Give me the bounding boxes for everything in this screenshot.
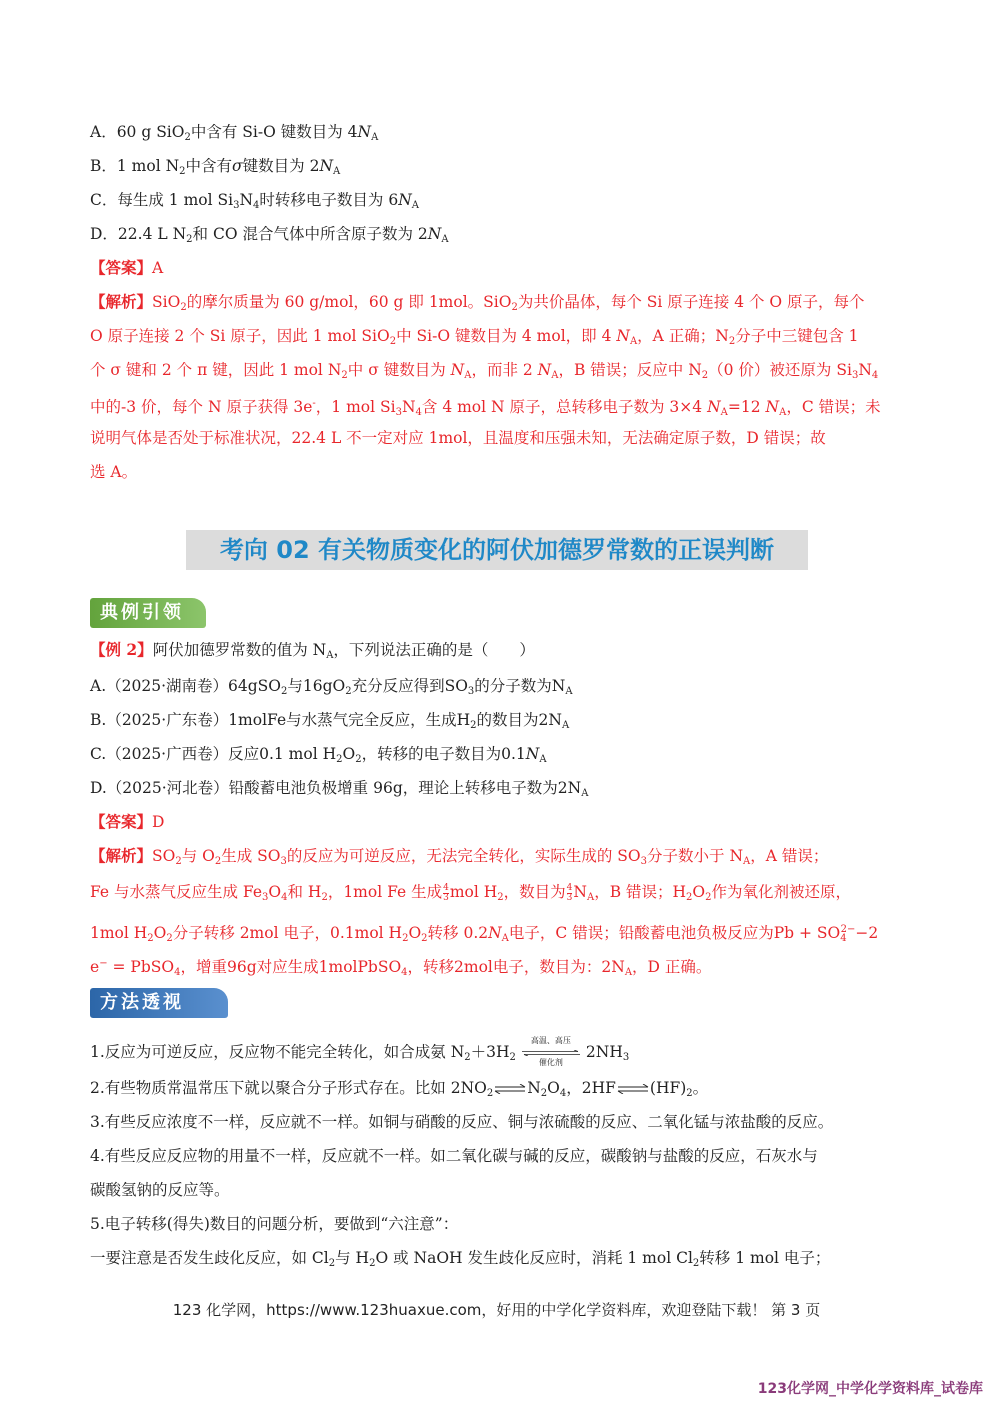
q2-analysis-line-2: Fe 与水蒸气反应生成 $Fe_3O_4$和 $H_2$，1mol Fe 生成 $\frac{4}{3}$ mol $H_2$，数目为 $\frac{4}{3}$ $N_A$，B 错误；$H_2O_2$作为氧化剂被还原， <box>90 882 852 903</box>
method-line-3: 3.有些反应浓度不一样，反应就不一样。如铜与硝酸的反应、铜与浓硫酸的反应、二氧化锰与浓盐酸的反应。 <box>90 1113 834 1131</box>
example2-option-c: C.（2025·广西卷）反应0.1 mol $H_2O_2$，转移的电子数目为$0.1N_A$ <box>90 745 547 765</box>
q1-analysis-line-5: 说明气体是否处于标准状况，22.4 L 不一定对应 1mol，且温度和压强未知，无法确定原子数，D 错误；故 <box>90 429 826 447</box>
example-tag: 【例 2】 <box>90 640 153 659</box>
q1-answer <box>90 258 163 278</box>
q1-option-d: D．22.4 L $N_2$和 CO 混合气体中所含原子数为 $2N_A$ <box>90 225 449 245</box>
condition-top: 高温、高压 <box>530 1036 571 1045</box>
method-line-1: 1.反应为可逆反应，反应物不能完全转化，如合成氨 $N_2+3H_2$ 高温、高压 催化剂 $2NH_3$ <box>90 1036 629 1070</box>
answer-tag: 【答案】 <box>90 812 153 831</box>
q1-option-c: C．每生成 1 mol $Si_3N_4$时转移电子数目为 $6N_A$ <box>90 191 419 211</box>
banner-method-insight: 方法透视 <box>90 988 228 1018</box>
answer-value: A <box>152 259 164 277</box>
method-line-6: 5.电子转移(得失)数目的问题分析，要做到“六注意”： <box>90 1215 459 1233</box>
q2-analysis-line-1: 【解析】$SO_2$与 $O_2$生成 $SO_3$的反应为可逆反应，无法完全转化，实际生成的 $SO_3$分子数小于 $N_A$，A 错误； <box>90 846 829 867</box>
q2-analysis-line-3: 1mol $H_2O_2$分子转移 2mol 电子，0.1mol $H_2O_2$转移 $0.2N_A$电子，C 错误；铅酸蓄电池负极反应为$Pb + SO_4^{2-}-2$ <box>90 924 879 944</box>
condition-bottom: 催化剂 <box>538 1058 563 1067</box>
answer-value: D <box>152 813 165 831</box>
section-title: 考向 02 有关物质变化的阿伏加德罗常数的正误判断 <box>186 530 808 570</box>
analysis-tag: 【解析】 <box>90 846 153 865</box>
q1-analysis-line-1: 【解析】SiO$_2$的摩尔质量为 60 g/mol，60 g 即 1mol。SiO$_2$为共价晶体，每个 Si 原子连接 4 个 O 原子，每个 <box>90 292 865 313</box>
reversible-arrow-icon <box>493 1084 527 1094</box>
q1-option-a: A．60 g SiO$_2$中含有 Si-O 键数目为 $4N_A$ <box>90 123 379 143</box>
reversible-arrow-icon <box>616 1084 650 1094</box>
example2-stem: 【例 2】阿伏加德罗常数的值为 $N_A$，下列说法正确的是（ ） <box>90 640 535 661</box>
method-line-5: 碳酸氢钠的反应等。 <box>90 1181 230 1199</box>
banner-typical-example: 典例引领 <box>90 598 206 628</box>
reaction-condition <box>516 1036 586 1070</box>
example2-option-a: A.（2025·湖南卷）64gSO$_2$与$16gO_2$充分反应得到$SO_3$的分子数为$N_A$ <box>90 677 573 697</box>
q2-analysis-line-4: e− = PbSO$_4$，增重96g对应生成1molPbSO$_4$，转移2mol电子，数目为：$2N_A$，D 正确。 <box>90 958 712 978</box>
example2-option-d: D.（2025·河北卷）铅酸蓄电池负极增重 96g，理论上转移电子数为$2N_A$ <box>90 779 589 799</box>
q1-analysis-line-2: O 原子连接 2 个 Si 原子，因此 1 mol SiO$_2$中 Si-O 键数目为 4 mol，即 4 $N_A$，A 正确；$N_2$分子中三键包含 1 <box>90 327 859 347</box>
q2-answer <box>90 812 164 832</box>
q1-analysis-line-3: 个 σ 键和 2 个 π 键，因此 1 mol $N_2$中 σ 键数目为 $N_A$，而非 2 $N_A$，B 错误；反应中 $N_2(0$ 价）被还原为 $Si_3N_4$ <box>90 361 879 381</box>
example2-option-b: B.（2025·广东卷）1molFe与水蒸气完全反应，生成$H_2$的数目为$2N_A$ <box>90 711 570 731</box>
answer-tag: 【答案】 <box>90 258 153 277</box>
q1-option-b: B．1 mol $N_2$中含有σ键数目为 $2N_A$ <box>90 157 341 177</box>
site-watermark: 123化学网_中学化学资料库_试卷库 <box>757 1381 983 1397</box>
method-line-2: 2.有些物质常温常压下就以聚合分子形式存在。比如 $2NO_2$ $N_2O_4$，2HF $(HF)_2$。 <box>90 1079 709 1099</box>
q1-analysis-line-6: 选 A。 <box>90 463 138 481</box>
method-line-7: 一要注意是否发生歧化反应，如 $Cl_2$与 $H_2O$ 或 NaOH 发生歧化反应时，消耗 1 mol $Cl_2$转移 1 mol 电子； <box>90 1249 831 1269</box>
page-footer: 123 化学网，https://www.123huaxue.com，好用的中学化学资料库，欢迎登陆下载！ 第 3 页 <box>172 1301 821 1319</box>
reversible-arrow-icon <box>522 1050 580 1056</box>
q1-analysis-line-4: 中的-3 价，每个 N 原子获得 3e-，1 mol $Si_3N_4$含 4 mol N 原子，总转移电子数为 3×4 $N_A=12$ $N_A$，C 错误；未 <box>90 398 881 418</box>
method-line-4: 4.有些反应反应物的用量不一样，反应就不一样。如二氧化碳与碱的反应，碳酸钠与盐酸的反应，石灰水与 <box>90 1147 818 1165</box>
analysis-tag: 【解析】 <box>90 292 153 311</box>
